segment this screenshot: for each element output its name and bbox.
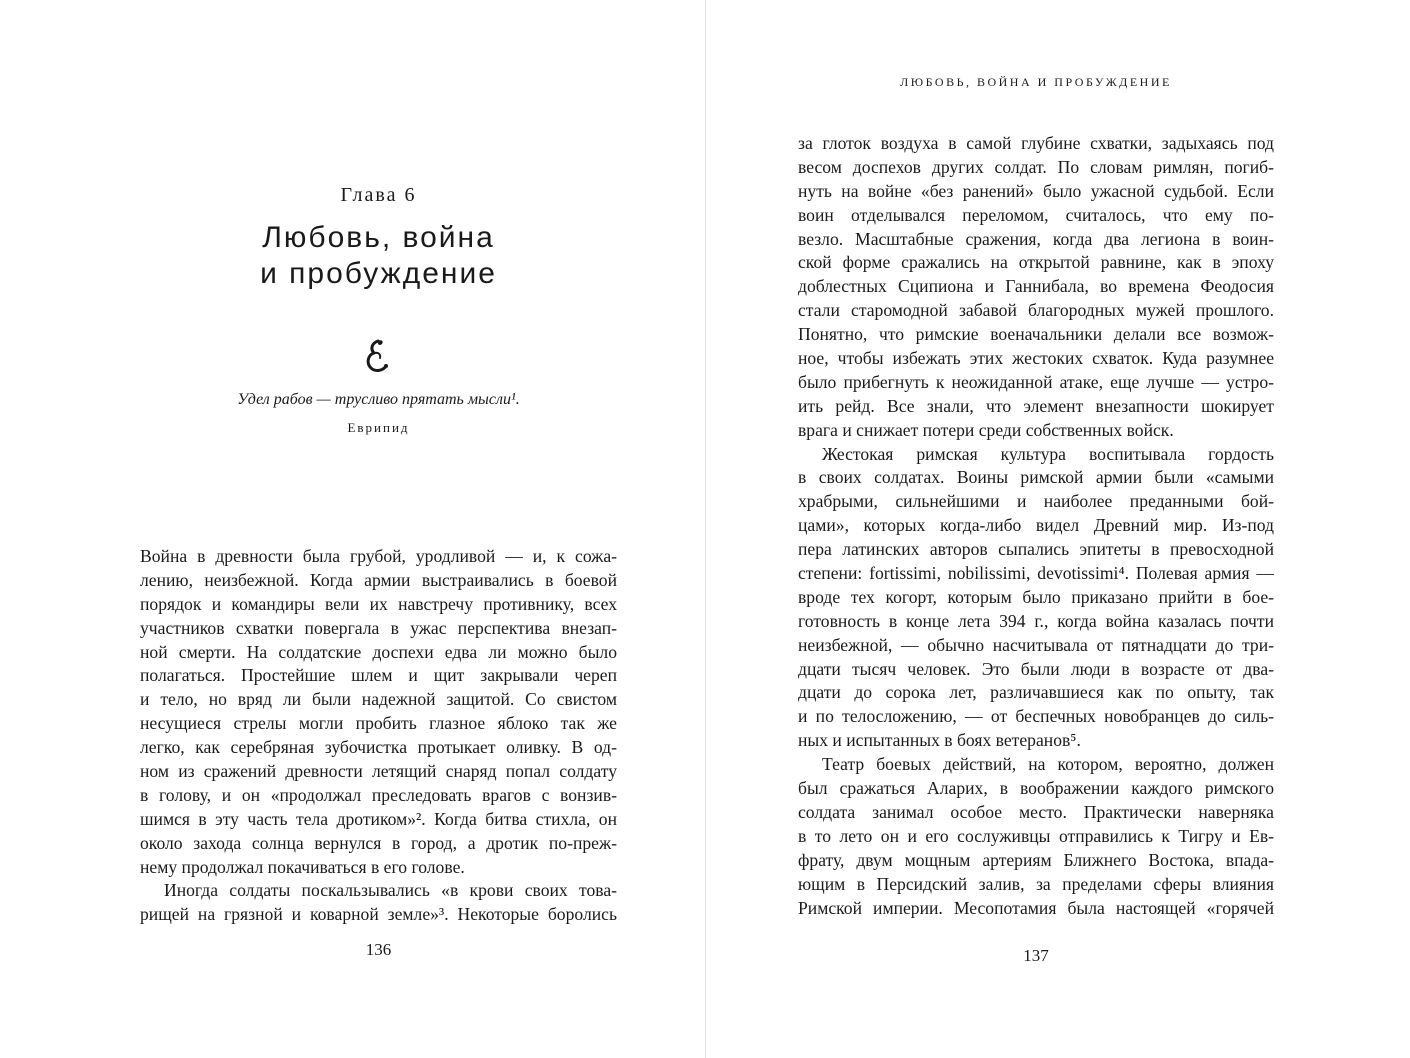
text-line: Театр боевых действий, на котором, вероятно, должен xyxy=(822,754,1274,775)
text-line: нему продолжал покачиваться в его голове. xyxy=(140,856,465,877)
epigraph-author: Еврипид xyxy=(347,420,410,435)
text-line: за глоток воздуха в самой глубине схватки, задыхаясь под xyxy=(798,133,1274,153)
text-line: вроде тех когорт, которым было приказано прийти в бое- xyxy=(798,586,1274,607)
text-line: шимся в эту часть тела дротиком»². Когда битва стихла, он xyxy=(140,808,617,829)
text-line: стали старомодной забавой благородных мужей прошлого. xyxy=(798,300,1274,321)
right-page xyxy=(706,0,1410,1058)
text-line: участников схватки повергала в ужас перспектива внезап- xyxy=(140,617,617,638)
text-line: везло. Масштабные сражения, когда два легиона в воин- xyxy=(798,228,1274,249)
text-line: ной смерти. На солдатские доспехи едва ли можно было xyxy=(140,641,617,662)
text-line: ном из сражений древности летящий снаряд попал солдату xyxy=(140,761,617,782)
text-line: дцати до сорока лет, различавшиеся как по опыту, так xyxy=(798,682,1274,703)
body-text xyxy=(140,545,617,927)
text-line: ющим в Персидский залив, за пределами сферы влияния xyxy=(798,873,1274,894)
text-line: степени: fortissimi, nobilissimi, devotissimi⁴. Полевая армия — xyxy=(798,563,1274,584)
text-line: в то лето он и его сослуживцы отправились к Тигру и Ев- xyxy=(798,825,1274,846)
chapter-title-line: и пробуждение xyxy=(260,257,497,290)
text-line: легко, как серебряная зубочистка протыкает оливку. В од- xyxy=(140,737,617,758)
text-line: готовность в конце лета 394 г., когда война казалась почти xyxy=(798,610,1274,631)
page-number: 136 xyxy=(365,940,392,959)
text-line: цами», которых когда-либо видел Древний мир. Из-под xyxy=(798,515,1274,536)
chapter-label: Глава 6 xyxy=(340,184,417,206)
text-line: и тело, но вряд ли были надежной защитой. Со свистом xyxy=(140,689,617,710)
text-line: неизбежной, — обычно насчитывала от пятнадцати до три- xyxy=(798,634,1274,655)
text-line: пера латинских авторов сыпались эпитеты в превосходной xyxy=(798,539,1274,560)
text-line: в голову, и он «продолжал преследовать врагов с вонзив- xyxy=(140,784,617,805)
text-line: солдата занимал особое место. Практически наверняка xyxy=(798,801,1274,822)
text-line: полагаться. Простейшие шлем и щит закрывали череп xyxy=(140,665,617,686)
fleuron-icon xyxy=(362,337,392,377)
text-line: Понятно, что римские военачальники делали все возмож- xyxy=(798,324,1274,345)
text-line: было прибегнуть к неожиданной атаке, еще лучше — устро- xyxy=(798,371,1274,392)
text-line: рищей на грязной и коварной земле»³. Некоторые боролись xyxy=(140,904,617,925)
text-line: в своих солдатах. Воины римской армии были «самыми xyxy=(798,467,1274,488)
text-line: ное, чтобы избежать этих жестоких схваток. Куда разумнее xyxy=(798,348,1274,369)
text-line: Римской империи. Месопотамия была настоящей «горячей xyxy=(798,897,1274,918)
text-line: был сражаться Аларих, в воображении каждого римского xyxy=(798,778,1274,799)
page-number: 137 xyxy=(1023,946,1049,965)
text-line: храбрыми, сильнейшими и наиболее преданными бой- xyxy=(798,491,1274,512)
text-line: около захода солнца вернулся в город, а дротик по-преж- xyxy=(140,832,617,853)
text-line: и по телосложению, — от беспечных новобранцев до силь- xyxy=(798,706,1274,727)
text-line: доблестных Сципиона и Ганнибала, во времена Феодосия xyxy=(798,276,1274,297)
body-text xyxy=(798,132,1274,920)
text-line: ской форме сражались на открытой равнине, как в эпоху xyxy=(798,252,1274,273)
text-line: воин отделывался переломом, считалось, что ему по- xyxy=(798,204,1274,225)
text-line: несущиеся стрелы могли пробить глазное яблоко так же xyxy=(140,713,617,734)
text-line: дцати тысяч человек. Это были люди в возрасте от два- xyxy=(798,658,1274,679)
text-line: ных и испытанных в боях ветеранов⁵. xyxy=(798,730,1081,751)
running-head: ЛЮБОВЬ, ВОЙНА И ПРОБУЖДЕНИЕ xyxy=(900,75,1172,89)
text-line: лению, неизбежной. Когда армии выстраивались в боевой xyxy=(140,569,617,590)
text-line: весом доспехов других солдат. По словам римлян, погиб- xyxy=(798,156,1274,177)
text-line: фрату, двум мощным артериям Ближнего Востока, впада- xyxy=(798,849,1274,870)
text-line: порядок и командиры вели их навстречу противнику, всех xyxy=(140,593,617,614)
text-line: Война в древности была грубой, уродливой — и, к сожа- xyxy=(140,546,617,566)
epigraph: Удел рабов — трусливо прятать мысли¹. xyxy=(237,391,520,408)
chapter-title xyxy=(0,220,757,292)
text-line: Жестокая римская культура воспитывала гордость xyxy=(822,443,1274,464)
text-line: Иногда солдаты поскальзывались «в крови своих това- xyxy=(164,880,617,901)
chapter-title-line: Любовь, война xyxy=(262,221,495,254)
text-line: нуть на войне «без ранений» было ужасной судьбой. Если xyxy=(798,180,1274,201)
text-line: ить рейд. Все знали, что элемент внезапности шокирует xyxy=(798,395,1274,416)
text-line: врага и снижает потери среди собственных войск. xyxy=(798,419,1174,440)
